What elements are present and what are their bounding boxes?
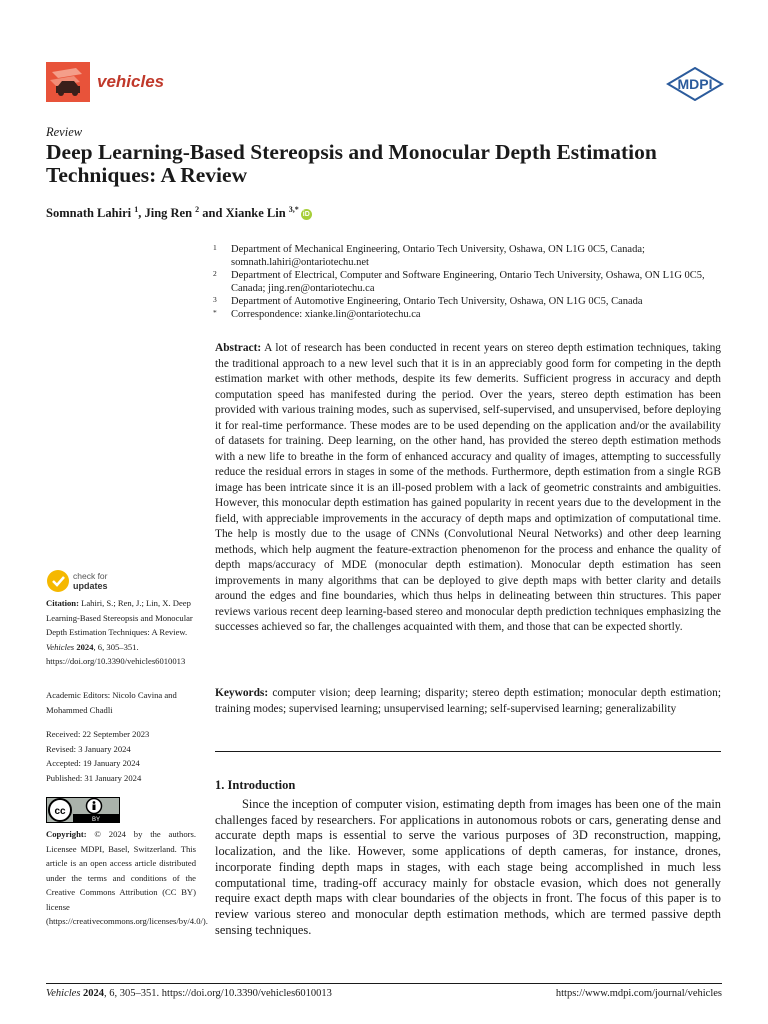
- citation-doi[interactable]: , 6, 305–351. https://doi.org/10.3390/vehicles6010013: [46, 641, 186, 666]
- page-title: Deep Learning-Based Stereopsis and Monocular Depth Estimation Techniques: A Review: [46, 140, 657, 187]
- check-for-updates-badge[interactable]: [46, 568, 146, 599]
- date-published: Published: 31 January 2024: [46, 772, 142, 783]
- copyright-label: Copyright:: [46, 829, 87, 839]
- copyright-text: © 2024 by the authors. Licensee MDPI, Basel, Switzerland. This article is an open access article distributed under the terms and conditions of the Creative Commons Attribution (CC BY) license (https://creativecommons.org/licenses/by/4.0/).: [46, 829, 208, 926]
- journal-name[interactable]: vehicles: [97, 72, 165, 91]
- footer-citation: [46, 988, 332, 999]
- affiliations: [213, 243, 723, 321]
- cc-by-license-icon[interactable]: [46, 797, 120, 828]
- citation-year: 2024: [76, 641, 94, 652]
- author-separator: and: [199, 206, 226, 221]
- keywords: [215, 686, 721, 717]
- author-name[interactable]: Jing Ren: [144, 206, 193, 221]
- mdpi-logo-text: MDPI: [677, 76, 713, 92]
- journal-logo-icon: [46, 62, 90, 107]
- cc-by-label: BY: [91, 817, 101, 823]
- abstract-label: Abstract:: [215, 342, 262, 354]
- citation-label: Citation:: [46, 598, 79, 608]
- intro-paragraph: Since the inception of computer vision, estimating depth from images has been one of the main challenges faced by researchers. For applications in autonomous robots or cars, generating dense and accurate depth maps is essential to serve the various purposes of 3D reconstruction, mapping, localization, and the like. However, some applications of depth cameras, for instance, drones, incorporate finding depth maps in stages, with each stage being accomplished in much less computational time, trading-off accuracy mainly for obstacle evasion, which does not generally require exact depth maps with clear boundaries of the objects in front. The focus of this paper is to review various stereo and monocular depth estimation methods, which are termed passive depth sensing techniques.: [215, 797, 721, 937]
- section-heading: 1. Introduction: [215, 778, 296, 792]
- footer-year: 2024: [83, 988, 105, 999]
- footer-journal: Vehicles: [46, 988, 81, 999]
- affiliation-item: [213, 243, 723, 269]
- date-received: Received: 22 September 2023: [46, 729, 150, 739]
- affiliation-number: 1: [213, 243, 217, 252]
- abstract: [215, 341, 721, 636]
- affiliation-number: *: [213, 308, 217, 317]
- author-list: [46, 205, 312, 221]
- svg-text:cc: cc: [54, 806, 66, 817]
- section-divider: [215, 751, 721, 752]
- date-accepted: Accepted: 19 January 2024: [46, 758, 140, 768]
- author-separator: ,: [138, 206, 145, 221]
- mdpi-logo[interactable]: [666, 67, 724, 106]
- citation-block: [46, 596, 196, 669]
- keywords-label: Keywords:: [215, 687, 269, 699]
- author-affil-sup: 3,*: [288, 205, 299, 214]
- check-updates-line2: updates: [73, 581, 108, 591]
- publication-dates: [46, 727, 196, 785]
- affiliation-item: [213, 295, 723, 308]
- citation-journal: Vehicles: [46, 641, 75, 652]
- affiliation-text: Department of Electrical, Computer and Software Engineering, Ontario Tech University, Oshawa, ON L1G 0C5, Canada; jing.ren@ontariotechu.ca: [231, 270, 705, 294]
- orcid-icon[interactable]: iD: [302, 211, 310, 219]
- footer-journal-link[interactable]: https://www.mdpi.com/journal/vehicles: [555, 988, 722, 999]
- footer-divider: [46, 983, 722, 984]
- footer-doi[interactable]: , 6, 305–351. https://doi.org/10.3390/vehicles6010013: [104, 988, 332, 999]
- author-name[interactable]: Xianke Lin: [225, 206, 286, 221]
- affiliation-number: 2: [213, 269, 217, 278]
- date-revised: Revised: 3 January 2024: [46, 743, 131, 754]
- citation-text: Lahiri, S.; Ren, J.; Lin, X. Deep Learning-Based Stereopsis and Monocular Depth Estimation Techniques: A Review.: [46, 598, 193, 637]
- affiliation-item: [213, 269, 723, 295]
- copyright-notice: [46, 827, 208, 929]
- author-affil-sup: 2: [195, 205, 200, 214]
- keywords-text: computer vision; deep learning; disparity; stereo depth estimation; monocular depth estimation; training modes; supervised learning; unsupervised learning; self-supervised learning; generalizability: [215, 687, 721, 715]
- author-name[interactable]: Somnath Lahiri: [46, 206, 132, 221]
- abstract-text: A lot of research has been conducted in recent years on stereo depth estimation techniques, taking the traditional approach to a new level such that it is in an appreciably good form for competing in the depth estimation market with other methods, despite its few demerits. Sufficient progress in accuracy and depth computation speed has manifested during the period. Over the years, stereo depth estimation has been provided with various training modes, such as supervised, self-supervised, and unsupervised, before deploying it for real-time performance. These modes are to be used depending on the application and/or the availability of datasets for training. Deep learning, on the other hand, has provided the stereo depth estimation methods with a new life to breathe in the form of enhanced accuracy and quality of images, attempting to successfully reduce the residual errors in stages in some of the methods. Furthermore, depth estimation from a single RGB image has been intricate since it is an ill-posed problem with a lack of geometric constraints and ambiguities. However, this monocular depth estimation has gained popularity in recent years due to the development in the field, with appreciable improvements in the accuracy of depth maps and optimization of computational time. The help is mostly due to the usage of CNNs (Convolutional Neural Networks) and other deep learning methods, which help augment the feature-extraction phenomenon for the process and enhance the quality of depth maps/accuracy of MDE (monocular depth estimation). Monocular depth estimation has seen improvements in many algorithms that can be deployed to give depth maps with better clarity and details around the edges and fine boundaries, which thus helps in delineating between thin structures. This paper reviews various recent deep learning-based stereo and monocular depth prediction techniques emphasizing the successes achieved so far, the challenges acquainted with them, and those that can be expected shortly.: [215, 342, 721, 633]
- academic-editors: Academic Editors: Nicolo Cavina and Mohammed Chadli: [46, 690, 177, 715]
- article-type: Review: [46, 125, 83, 139]
- affiliation-number: 3: [213, 295, 217, 304]
- affiliation-text: Department of Automotive Engineering, Ontario Tech University, Oshawa, ON L1G 0C5, Canada: [231, 296, 643, 307]
- affiliation-text: Department of Mechanical Engineering, Ontario Tech University, Oshawa, ON L1G 0C5, Canada; somnath.lahiri@ontariotechu.net: [231, 244, 645, 268]
- author-affil-sup: 1: [134, 205, 139, 214]
- affiliation-item: [213, 308, 723, 321]
- check-updates-line1: check for: [73, 571, 108, 581]
- affiliation-text: Correspondence: xianke.lin@ontariotechu.ca: [231, 309, 421, 320]
